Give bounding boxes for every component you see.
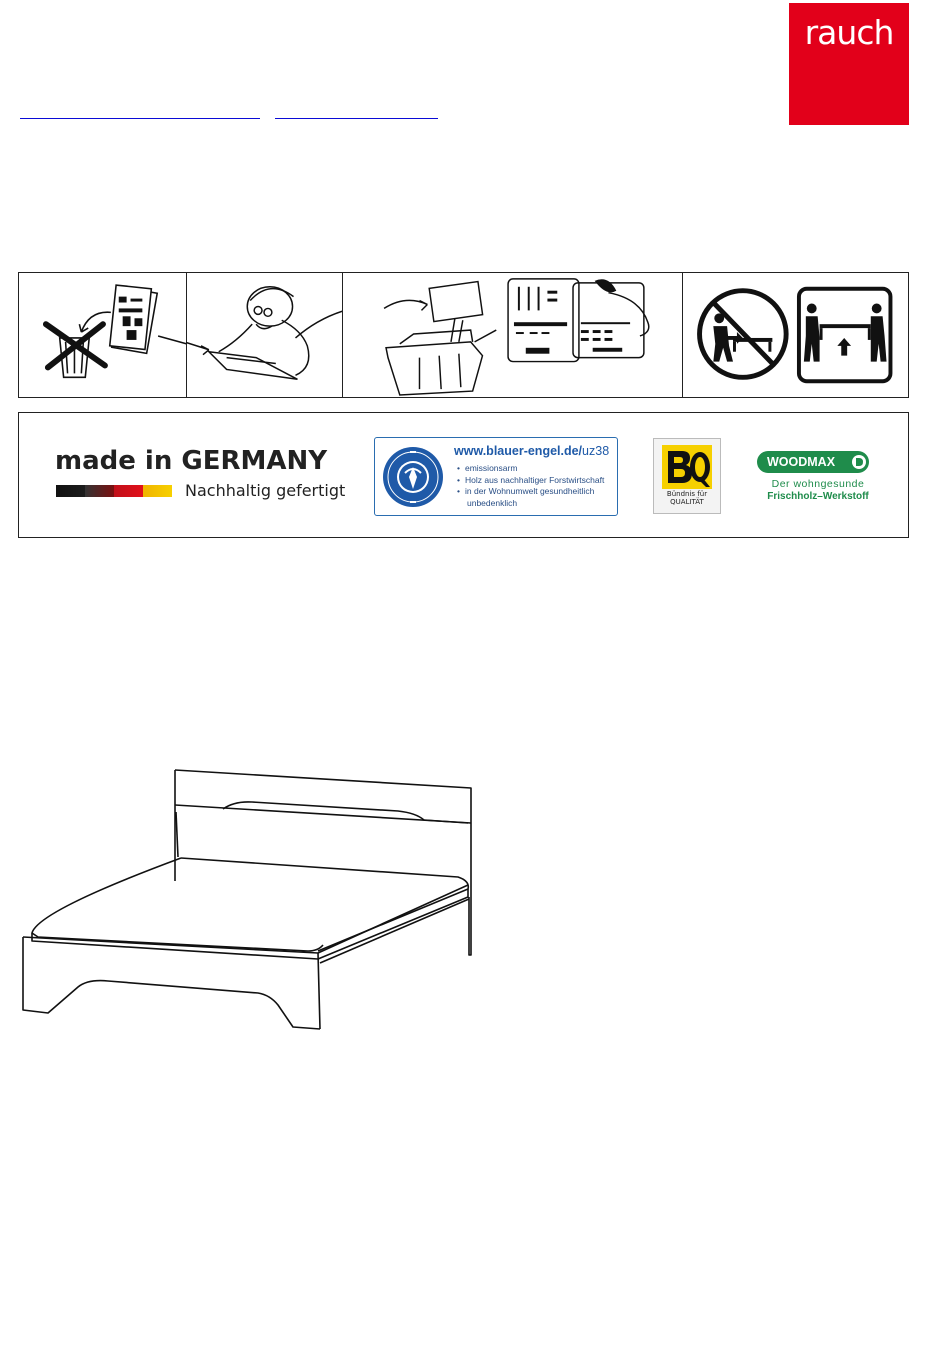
flag-segment <box>85 485 114 497</box>
logo-text: rauch <box>804 13 894 52</box>
made-in-germany-subtitle: Nachhaltig gefertigt <box>185 481 346 500</box>
bed-illustration <box>18 765 478 1035</box>
read-manual-icon <box>186 273 342 397</box>
link-1[interactable] <box>20 100 260 119</box>
made-in-germany-title: made in GERMANY <box>55 446 328 476</box>
blauer-engel-domain: www.blauer-engel.de/ <box>454 444 583 458</box>
woodmax-logo <box>757 451 877 475</box>
panel-lift-do-not-drag <box>682 273 908 397</box>
flag-segment <box>56 485 85 497</box>
blauer-engel-seal-icon <box>383 447 443 507</box>
panel-keep-parts-list <box>342 273 683 397</box>
link-2[interactable] <box>275 100 438 119</box>
blauer-engel-badge <box>374 437 618 516</box>
feature-item: • emissionsarm <box>457 463 604 475</box>
feature-item: • in der Wohnumwelt gesundheitlich <box>457 486 604 498</box>
flag-stripe <box>56 485 172 497</box>
flag-segment <box>114 485 143 497</box>
bq-line1: Bündnis für <box>666 490 708 498</box>
bq-logo-icon <box>662 445 712 489</box>
panel-read-manual <box>186 273 343 397</box>
bq-caption <box>660 491 714 506</box>
woodmax-tagline-2: Frischholz–Werkstoff <box>767 491 869 502</box>
woodmax-tagline-1: Der wohngesunde <box>771 478 865 490</box>
bq-line2: QUALITÄT <box>670 497 704 506</box>
keep-parts-list-icon <box>342 273 682 397</box>
rauch-logo <box>789 3 909 125</box>
do-not-discard-manual-icon <box>19 273 186 397</box>
panel-do-not-discard <box>19 273 187 397</box>
feature-item: • Holz aus nachhaltiger Forstwirtschaft <box>457 475 604 487</box>
woodmax-d-icon <box>851 454 867 470</box>
certifications-strip <box>18 412 909 538</box>
blauer-engel-code: uz38 <box>582 444 610 458</box>
lift-do-not-drag-icon <box>682 273 908 397</box>
feature-item: unbedenklich <box>467 497 518 508</box>
blauer-engel-features <box>457 463 604 509</box>
blauer-engel-url <box>454 444 609 458</box>
woodmax-label: WOODMAX <box>767 455 836 469</box>
instruction-strip <box>18 272 909 398</box>
bq-badge <box>653 438 721 514</box>
flag-segment <box>143 485 172 497</box>
